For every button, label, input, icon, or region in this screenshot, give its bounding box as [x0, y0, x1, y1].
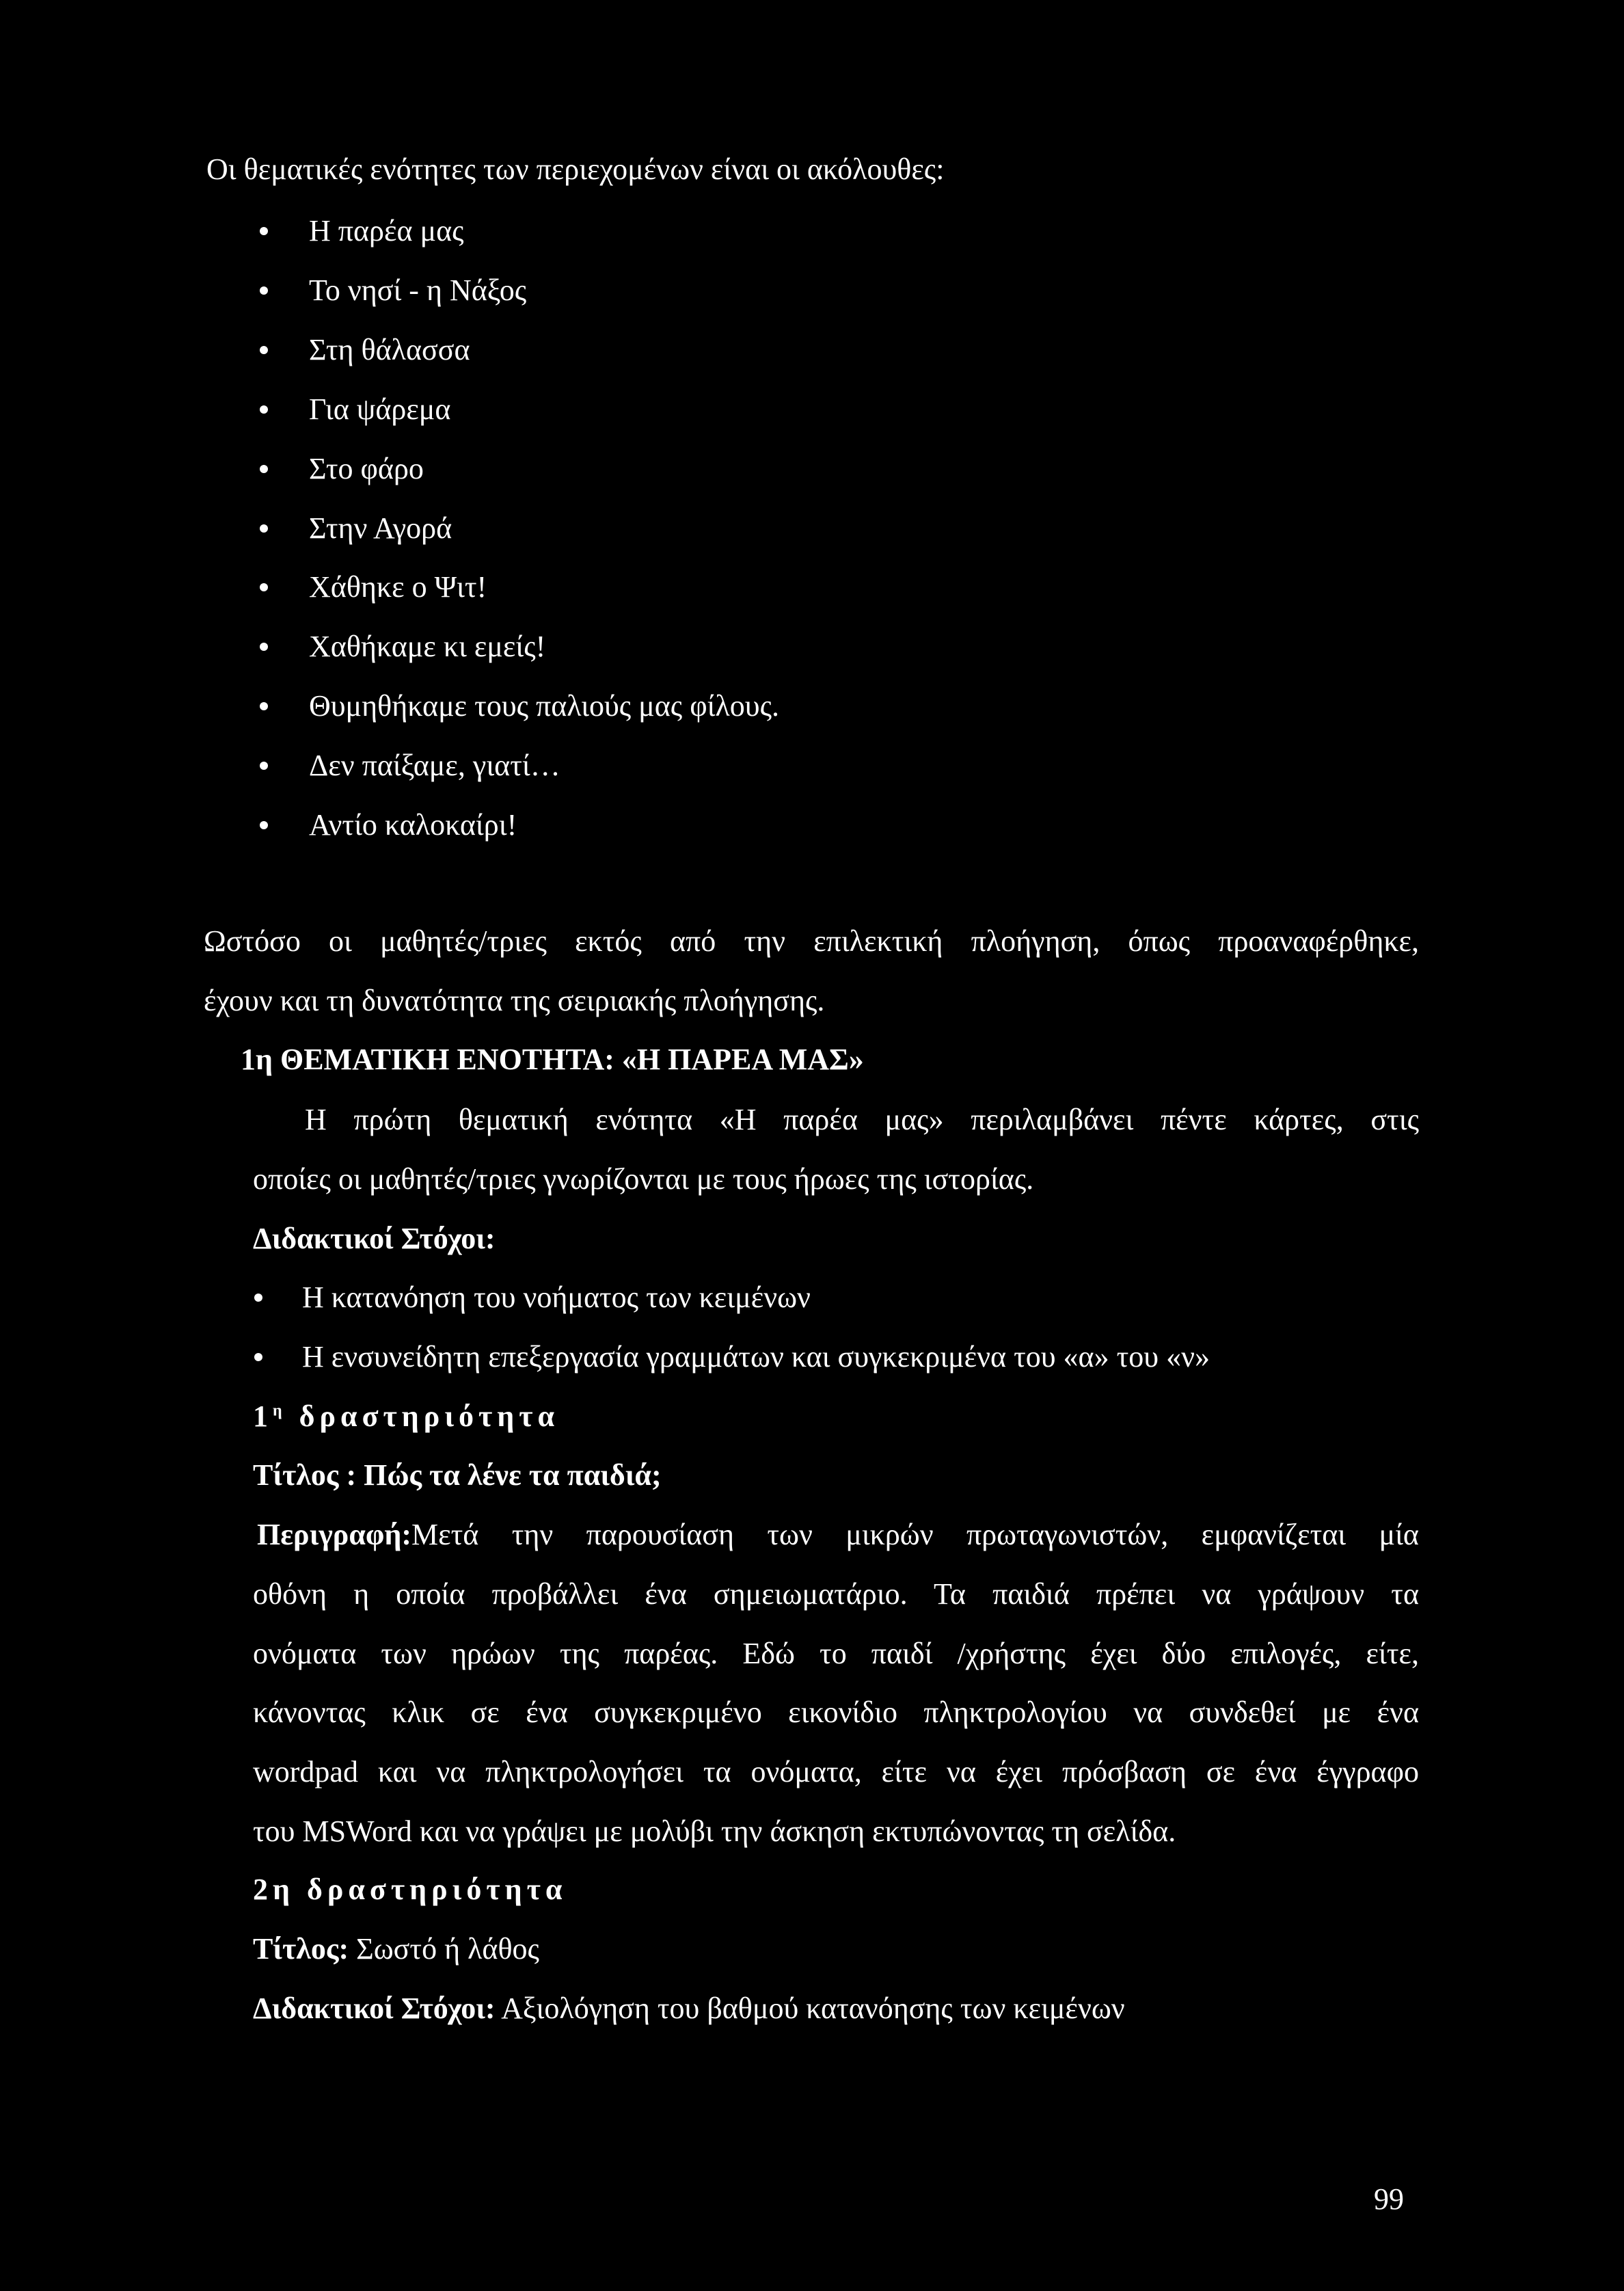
bullet-icon: [260, 405, 268, 414]
title-label: Τίτλος :: [253, 1458, 357, 1492]
activity-heading: [253, 1397, 559, 1436]
description-line: κάνοντας κλικ σε ένα συγκεκριμένο εικονίδιο πληκτρολογίου να συνδεθεί με ένα: [253, 1696, 1419, 1729]
activity-heading: 2η δραστηριότητα: [253, 1873, 567, 1906]
paragraph-line: έχουν και τη δυνατότητα της σειριακής πλοήγησης.: [204, 984, 825, 1017]
bullet-icon: [260, 227, 268, 235]
list-item: Αντίο καλοκαίρι!: [309, 808, 517, 842]
bullet-icon: [260, 286, 268, 295]
goals-heading: Διδακτικοί Στόχοι:: [253, 1222, 496, 1255]
description-text: Μετά την παρουσίαση των μικρών πρωταγωνιστών, εμφανίζεται μία: [411, 1518, 1419, 1551]
title-label: Τίτλος:: [253, 1932, 349, 1966]
bullet-icon: [260, 346, 268, 354]
list-item: Δεν παίξαμε, γιατί…: [309, 749, 560, 782]
goal-item: Η ενσυνείδητη επεξεργασία γραμμάτων και συγκεκριμένα του «α» του «ν»: [302, 1340, 1210, 1374]
description-line: wordpad και να πληκτρολογήσει τα ονόματα, είτε να έχει πρόσβαση σε ένα έγγραφο: [253, 1755, 1419, 1788]
goals-label: Διδακτικοί Στόχοι:: [253, 1992, 496, 2025]
list-item: Χάθηκε ο Ψιτ!: [309, 570, 487, 604]
section-heading: 1η ΘΕΜΑΤΙΚΗ ΕΝΟΤΗΤΑ: «Η ΠΑΡΕΑ ΜΑΣ»: [241, 1043, 864, 1076]
bullet-icon: [260, 762, 268, 770]
list-item: Χαθήκαμε κι εμείς!: [309, 630, 546, 663]
goal-item: Η κατανόηση του νοήματος των κειμένων: [302, 1281, 811, 1314]
list-item: Η παρέα μας: [309, 214, 464, 247]
paragraph-line: Ωστόσο οι μαθητές/τριες εκτός από την επιλεκτική πλοήγηση, όπως προαναφέρθηκε,: [204, 924, 1419, 958]
description-line: [257, 1516, 1419, 1554]
description-line: του MSWord και να γράψει με μολύβι την άσκηση εκτυπώνοντας τη σελίδα.: [253, 1814, 1176, 1848]
description-line: οθόνη η οποία προβάλλει ένα σημειωματάριο. Τα παιδιά πρέπει να γράψουν τα: [253, 1577, 1419, 1611]
bullet-icon: [254, 1294, 262, 1302]
list-item: Στη θάλασσα: [309, 333, 470, 366]
list-item: Στην Αγορά: [309, 511, 452, 545]
activity-ordinal: η: [273, 1402, 287, 1420]
section-description-line: Η πρώτη θεματική ενότητα «Η παρέα μας» περιλαμβάνει πέντε κάρτες, στις: [305, 1103, 1419, 1136]
activity-title: [253, 1930, 539, 1968]
activity-label: δραστηριότητα: [299, 1399, 560, 1433]
list-item: Το νησί - η Νάξος: [309, 273, 527, 307]
intro-text: Οι θεματικές ενότητες των περιεχομένων είναι οι ακόλουθες:: [206, 152, 945, 186]
activity-number: 1: [253, 1399, 273, 1433]
goals-value: Αξιολόγηση του βαθμού κατανόησης των κειμένων: [501, 1992, 1125, 2025]
bullet-icon: [260, 702, 268, 710]
bullet-icon: [260, 583, 268, 591]
bullet-icon: [260, 821, 268, 829]
title-value: Σωστό ή λάθος: [356, 1932, 539, 1966]
list-item: Για ψάρεμα: [309, 392, 451, 426]
bullet-icon: [260, 643, 268, 651]
title-value: Πώς τα λένε τα παιδιά;: [364, 1458, 662, 1492]
page-number: 99: [1374, 2182, 1404, 2216]
activity-goals: [253, 1989, 1125, 2028]
activity-title: [253, 1456, 662, 1495]
list-item: Στο φάρο: [309, 452, 424, 485]
list-item: Θυμηθήκαμε τους παλιούς μας φίλους.: [309, 689, 779, 723]
section-description-line: οποίες οι μαθητές/τριες γνωρίζονται με τους ήρωες της ιστορίας.: [253, 1162, 1034, 1196]
bullet-icon: [260, 465, 268, 473]
bullet-icon: [260, 524, 268, 533]
description-label: Περιγραφή:: [257, 1518, 411, 1551]
bullet-icon: [254, 1353, 262, 1361]
description-line: ονόματα των ηρώων της παρέας. Εδώ το παιδί /χρήστης έχει δύο επιλογές, είτε,: [253, 1637, 1419, 1670]
